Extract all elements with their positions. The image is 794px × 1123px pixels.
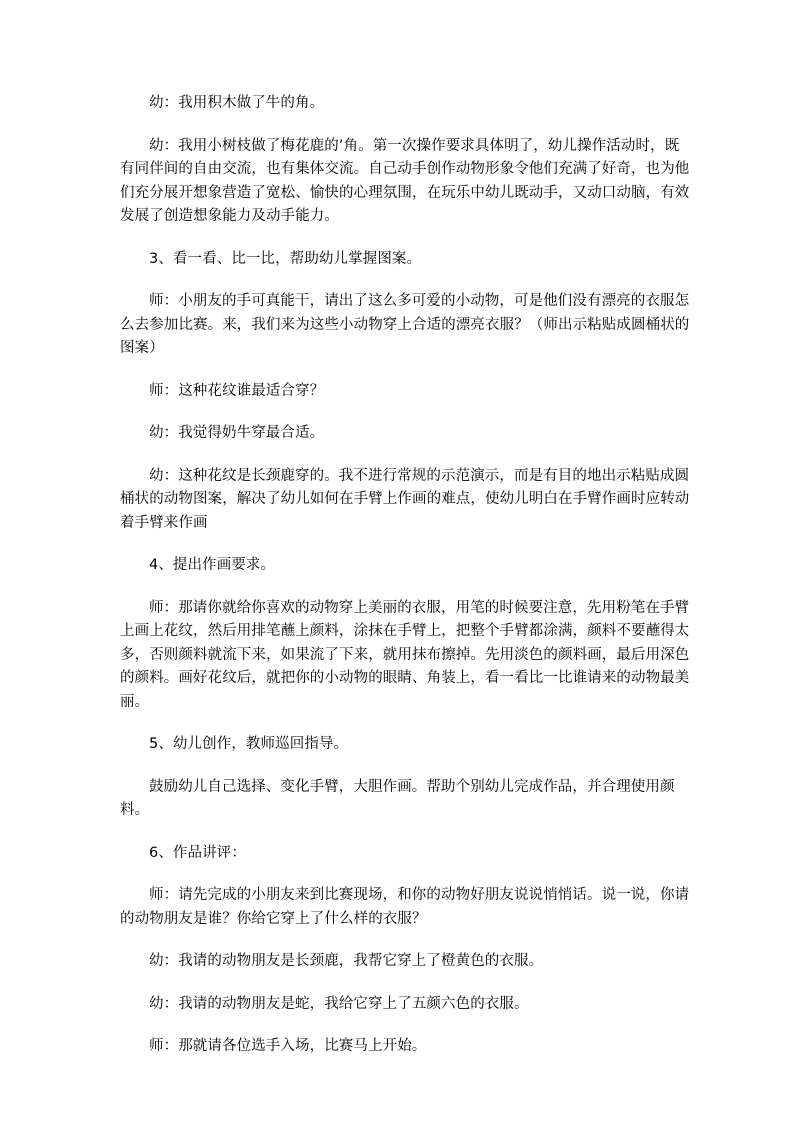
paragraph: 幼：我请的动物朋友是长颈鹿，我帮它穿上了橙黄色的衣服。 bbox=[149, 953, 544, 969]
paragraph: 幼：我请的动物朋友是蛇，我给它穿上了五颜六色的衣服。 bbox=[149, 995, 529, 1012]
paragraph: 师：那就请各位选手入场，比赛马上开始。 bbox=[149, 1038, 427, 1054]
document-body bbox=[120, 92, 690, 1078]
paragraph: 师：那请你就给你喜欢的动物穿上美丽的衣服，用笔的时候要注意，先用粉笔在手臂上画上花纹，然后用排笔蘸上颜料，涂抹在手臂上，把整个手臂都涂满，颜料不要蘸得太多，否则颜料就流下来，如果流了下来，就用抹布擦掉。先用淡色的颜料画，最后用深色的颜料。画好花纹后，就把你的小动物的眼睛、角装上，看一看比一比谁请来的动物最美丽。 bbox=[120, 599, 690, 710]
section-heading: 4、提出作画要求。 bbox=[149, 557, 276, 573]
section-heading: 6、作品讲评： bbox=[149, 844, 246, 861]
paragraph: 幼：我用小树枝做了梅花鹿的’角。第一次操作要求具体明了，幼儿操作活动时，既有同伴间的自由交流，也有集体交流。自己动手创作动物形象令他们充满了好奇，也为他们充分展开想象营造了宽松、愉快的心理氛围，在玩乐中幼儿既动手，又动口动脑，有效发展了创造想象能力及动手能力。 bbox=[120, 137, 690, 224]
paragraph: 师：小朋友的手可真能干，请出了这么多可爱的小动物，可是他们没有漂亮的衣服怎么去参加比赛。来，我们来为这些小动物穿上合适的漂亮衣服？（师出示粘贴成圆桶状的图案） bbox=[120, 293, 690, 356]
paragraph: 师：这种花纹谁最适合穿？ bbox=[149, 382, 325, 399]
section-heading: 3、看一看、比一比，帮助幼儿掌握图案。 bbox=[149, 250, 422, 267]
paragraph: 幼：我用积木做了牛的角。 bbox=[149, 95, 325, 111]
section-heading: 5、幼儿创作，教师巡回指导。 bbox=[149, 736, 349, 752]
paragraph: 幼：我觉得奶牛穿最合适。 bbox=[149, 425, 325, 441]
paragraph: 鼓励幼儿自己选择、变化手臂，大胆作画。帮助个别幼儿完成作品，并合理使用颜料。 bbox=[120, 778, 675, 818]
paragraph: 幼：这种花纹是长颈鹿穿的。我不进行常规的示范演示，而是有目的地出示粘贴成圆桶状的动物图案，解决了幼儿如何在手臂上作画的难点，使幼儿明白在手臂作画时应转动着手臂来作画 bbox=[120, 467, 690, 531]
paragraph: 师：请先完成的小朋友来到比赛现场，和你的动物好朋友说说悄悄话。说一说，你请的动物朋友是谁？你给它穿上了什么样的衣服？ bbox=[120, 887, 690, 927]
